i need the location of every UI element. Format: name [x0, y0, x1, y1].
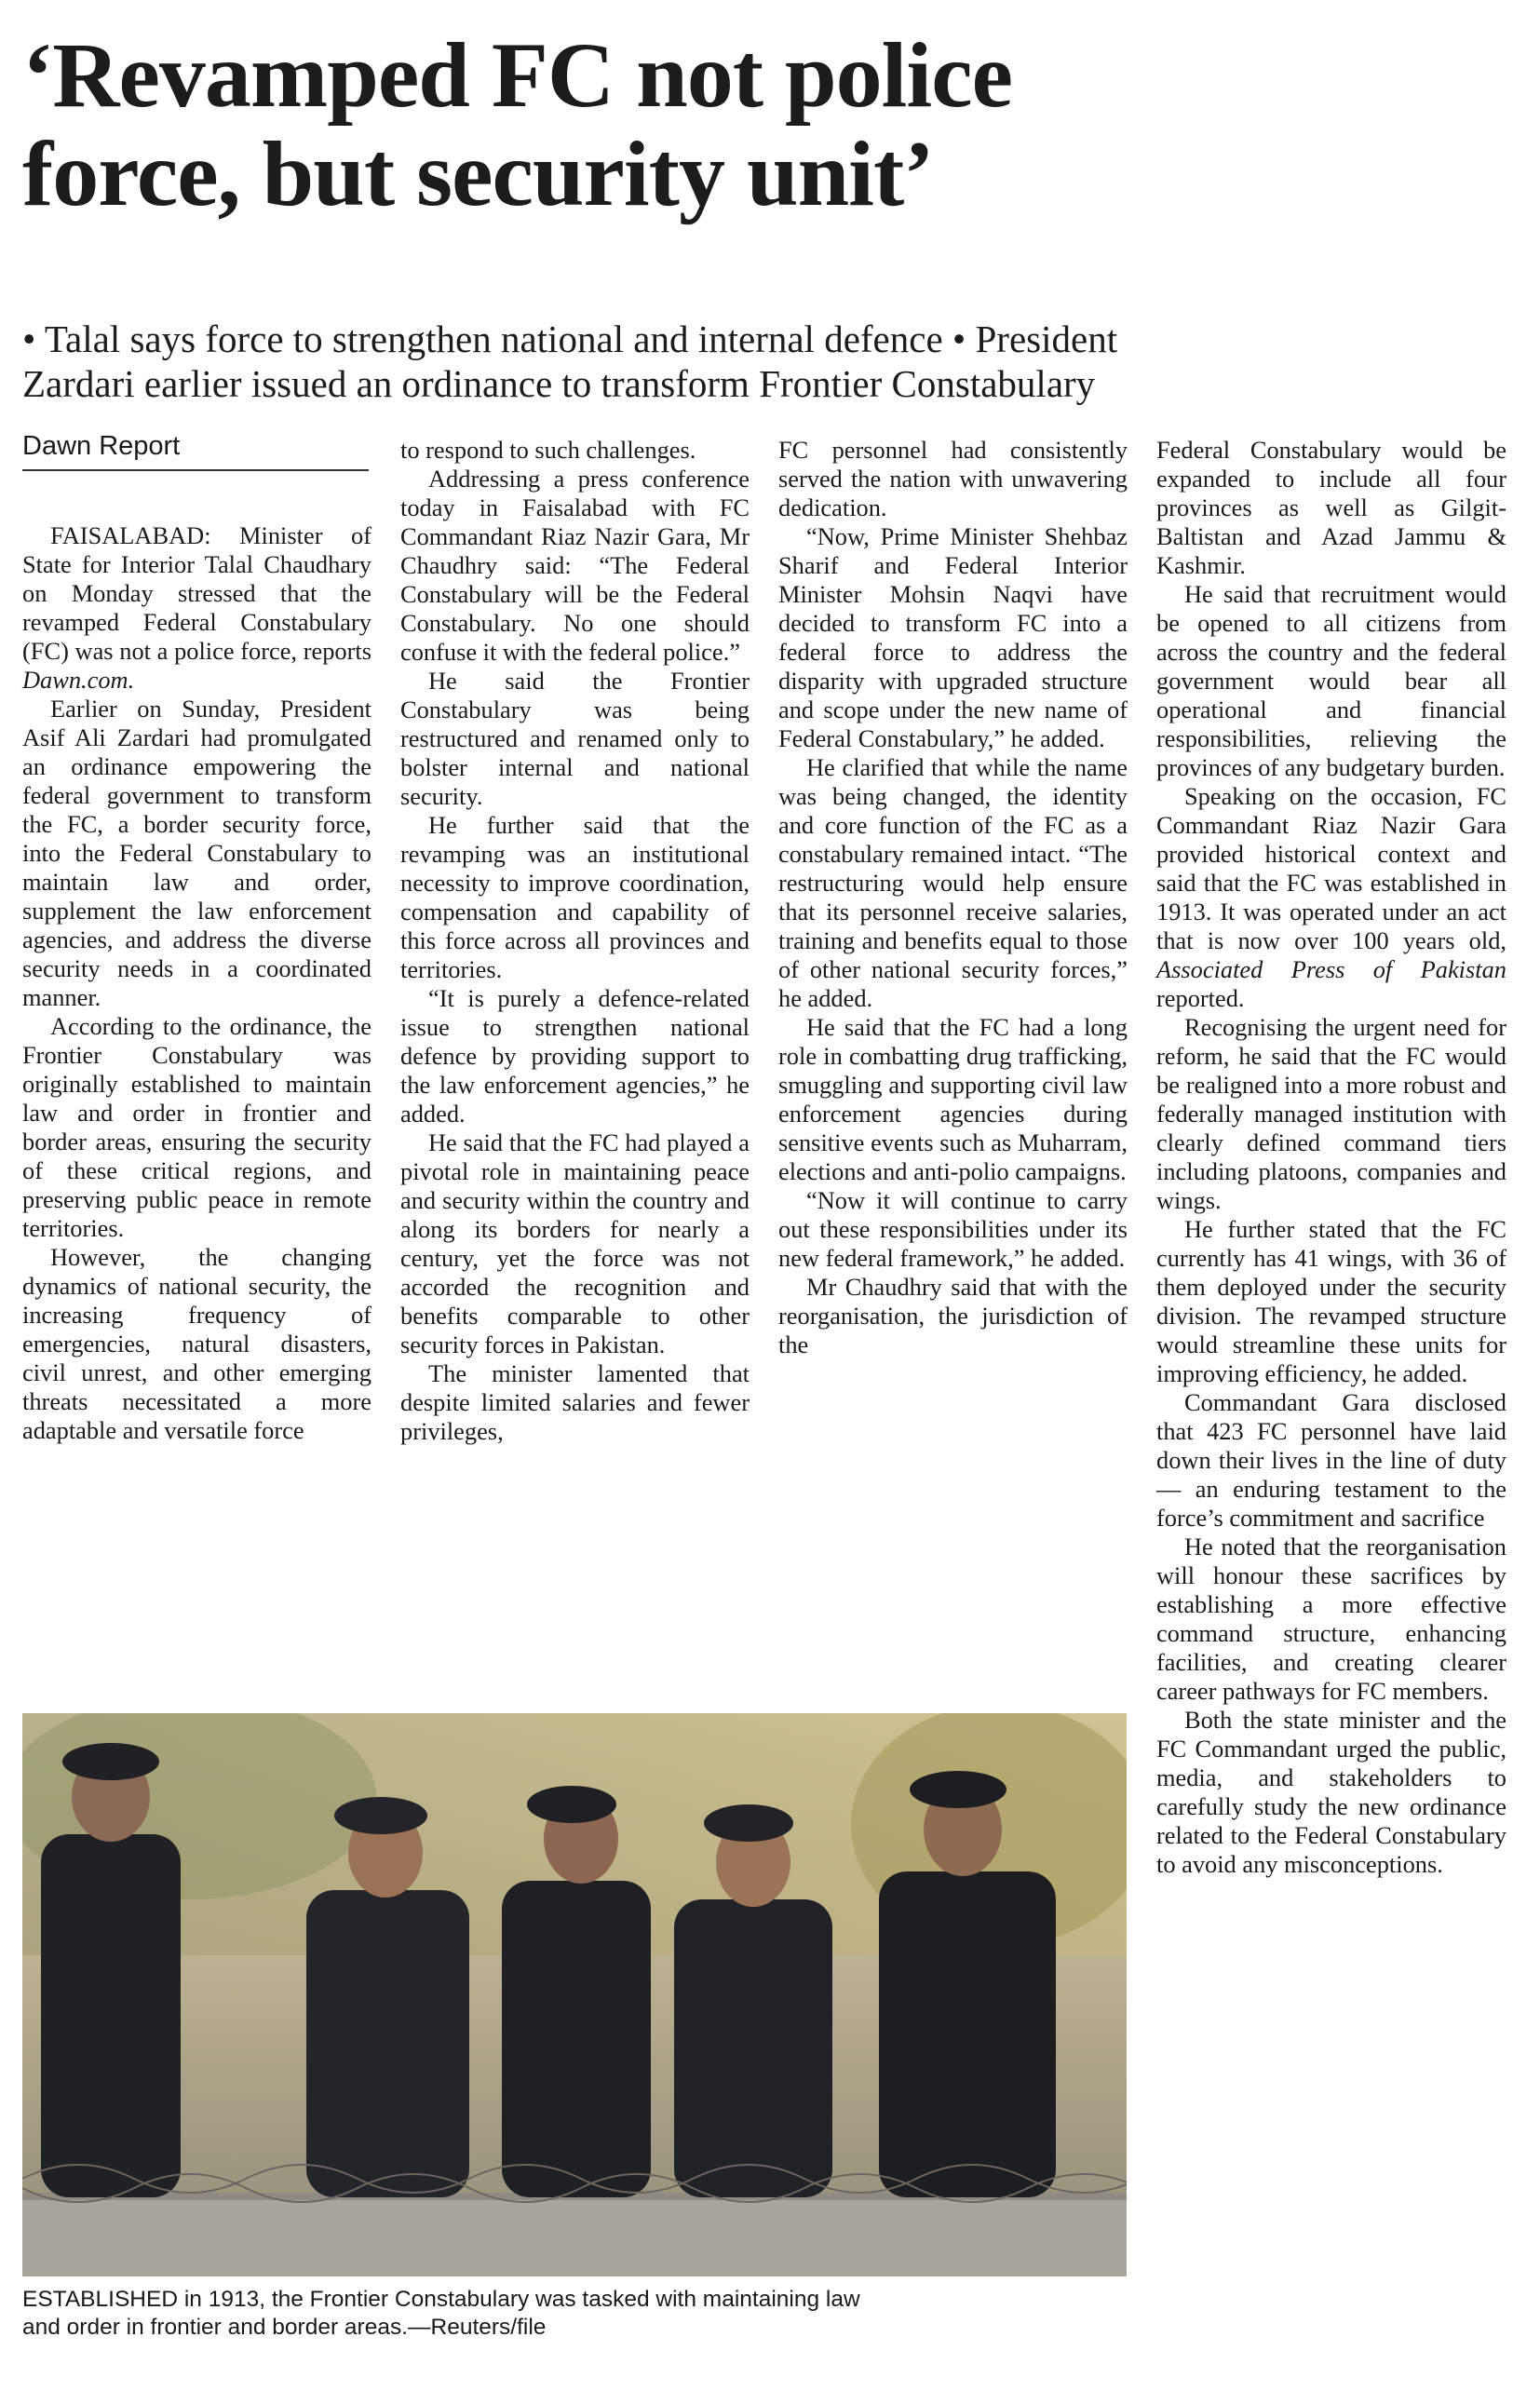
paragraph: He further stated that the FC currently has 41 wings, with 36 of them deployed under the security division. The revamped structure would streamline these units for improving efficiency, he added. — [1156, 1215, 1506, 1387]
article-column-2 — [400, 436, 750, 1446]
paragraph: He said that recruitment would be opened to all citizens from across the country and the federal government would bear all operational and financial responsibilities, relieving the provinces of any budgetary burden. — [1156, 580, 1506, 781]
paragraph: “It is purely a defence-related issue to strengthen national defence by providing support to the law enforcement agencies,” he added. — [400, 984, 750, 1128]
paragraph: Recognising the urgent need for reform, he said that the FC would be realigned into a more robust and federally managed institution with clearly defined command tiers including platoons, companies and wings. — [1156, 1013, 1506, 1214]
paragraph: According to the ordinance, the Frontier Constabulary was originally established to maintain law and order in frontier and border areas, ensuring the security of these critical regions, and preserving public peace in remote territories. — [22, 1012, 371, 1242]
paragraph: FAISALABAD: Minister of State for Interior Talal Chaudhary on Monday stressed that the revamped Federal Constabulary (FC) was not a police force, reports Dawn.com. — [22, 521, 371, 694]
paragraph: He said that the FC had a long role in combatting drug trafficking, smuggling and supporting civil law enforcement agencies during sensitive events such as Muharram, elections and anti-polio campaigns. — [778, 1013, 1128, 1185]
paragraph: FC personnel had consistently served the nation with unwavering dedication. — [778, 436, 1128, 521]
subheadline-deck — [22, 317, 1521, 406]
photo-illustration — [22, 1713, 1127, 2276]
deck-line-2: Zardari earlier issued an ordinance to transform Frontier Constabulary — [22, 362, 1096, 405]
paragraph: The minister lamented that despite limited salaries and fewer privileges, — [400, 1359, 750, 1445]
paragraph: Both the state minister and the FC Commandant urged the public, media, and stakeholders to carefully study the new ordinance related to the Federal Constabulary to avoid any misconceptions. — [1156, 1706, 1506, 1878]
paragraph: Commandant Gara disclosed that 423 FC personnel have laid down their lives in the line of duty — an enduring testament to the force’s commitment and sacrifice — [1156, 1388, 1506, 1532]
paragraph: “Now it will continue to carry out these responsibilities under its new federal framework,” he added. — [778, 1186, 1128, 1272]
paragraph: However, the changing dynamics of national security, the increasing frequency of emergencies, natural disasters, civil unrest, and other emerging threats necessitated a more adaptable and versatile force — [22, 1243, 371, 1444]
paragraph: to respond to such challenges. — [400, 436, 696, 464]
paragraph: Speaking on the occasion, FC Commandant Riaz Nazir Gara provided historical context and said that the FC was established in 1913. It was operated under an act that is now over 100 years old, Associated Press of Pakistan reported. — [1156, 782, 1506, 1012]
headline-line-1: ‘Revamped FC not police — [22, 23, 1012, 127]
caption-line-2: and order in frontier and border areas.—Reuters/file — [22, 2315, 547, 2340]
source-credit: Dawn.com. — [22, 666, 135, 694]
paragraph: Earlier on Sunday, President Asif Ali Zardari had promulgated an ordinance empowering the federal government to transform the FC, a border security force, into the Federal Constabulary to maintain law and order, supplement the law enforcement agencies, and address the diverse security needs in a coordinated manner. — [22, 695, 371, 1011]
news-photo — [22, 1713, 1127, 2276]
article-column-4 — [1156, 436, 1506, 1879]
headline — [22, 23, 1521, 225]
paragraph: He said that the FC had played a pivotal role in maintaining peace and security within the country and along its borders for nearly a century, yet the force was not accorded the recognition and benefits comparable to other security forces in Pakistan. — [400, 1128, 750, 1358]
article-column-3 — [778, 436, 1128, 1359]
paragraph: Mr Chaudhry said that with the reorganisation, the jurisdiction of the — [778, 1273, 1128, 1358]
paragraph: He further said that the revamping was an institutional necessity to improve coordination, compensation and capability of this force across all provinces and territories. — [400, 811, 750, 983]
deck-line-1: • Talal says force to strengthen national and internal defence • President — [22, 317, 1118, 360]
paragraph: “Now, Prime Minister Shehbaz Sharif and Federal Interior Minister Mohsin Naqvi have decided to transform FC into a federal force to address the disparity with upgraded structure and scope under the new name of Federal Constabulary,” he added. — [778, 522, 1128, 752]
photo-caption — [22, 2286, 1130, 2342]
headline-line-2: force, but security unit’ — [22, 122, 934, 225]
byline: Dawn Report — [22, 430, 369, 471]
paragraph: He said the Frontier Constabulary was being restructured and renamed only to bolster internal and national security. — [400, 667, 750, 810]
paragraph: Federal Constabulary would be expanded to include all four provinces as well as Gilgit-Baltistan and Azad Jammu & Kashmir. — [1156, 436, 1506, 579]
source-credit: Associated Press of Pakistan — [1156, 955, 1506, 983]
article-column-1 — [22, 521, 371, 1445]
paragraph: He clarified that while the name was being changed, the identity and core function of the FC as a constabulary remained intact. “The restructuring would help ensure that its personnel receive salaries, training and benefits equal to those of other national security forces,” he added. — [778, 753, 1128, 1012]
paragraph: He noted that the reorganisation will honour these sacrifices by establishing a more effective command structure, enhancing facilities, and creating clearer career pathways for FC members. — [1156, 1533, 1506, 1705]
caption-line-1: ESTABLISHED in 1913, the Frontier Constabulary was tasked with maintaining law — [22, 2287, 860, 2312]
paragraph: Addressing a press conference today in Faisalabad with FC Commandant Riaz Nazir Gara, Mr Chaudhry said: “The Federal Constabulary will be the Federal Constabulary. No one should confuse it with the federal police.” — [400, 465, 750, 666]
